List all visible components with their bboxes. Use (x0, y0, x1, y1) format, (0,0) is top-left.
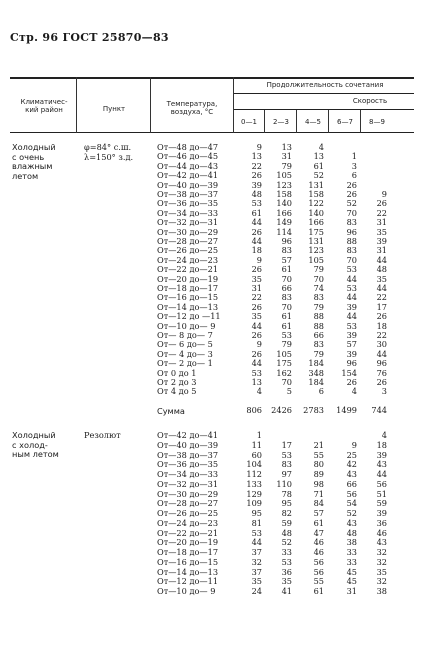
value-6-7: 54 (346, 498, 357, 509)
temperature-range: От—34 до—33 (157, 207, 219, 218)
value-2-3: 105 (276, 170, 292, 181)
sum-value: 2783 (303, 405, 324, 415)
value-0-1: 104 (246, 459, 262, 470)
value-6-7: 3 (351, 160, 357, 171)
value-4-5: 61 (313, 160, 324, 171)
value-8-9: 59 (376, 498, 387, 509)
value-4-5: 184 (308, 377, 324, 387)
temperature-range: От—18 до—17 (157, 283, 219, 293)
temperature-range: От—12 до—11 (157, 576, 219, 587)
value-0-1: 44 (251, 236, 262, 246)
value-6-7: 52 (346, 198, 357, 209)
value-4-5: 21 (313, 439, 324, 450)
value-2-3: 13 (281, 142, 292, 152)
value-0-1: 22 (251, 292, 262, 303)
value-2-3: 110 (276, 478, 292, 489)
value-4-5: 83 (313, 339, 324, 350)
value-2-3: 97 (281, 469, 292, 479)
value-0-1: 4 (256, 386, 262, 397)
temperature-range: От— 2 до— 1 (157, 358, 213, 369)
col-header-point: Пункт (102, 105, 126, 113)
sum-value: 2426 (271, 405, 292, 415)
duration-rule (233, 93, 414, 94)
value-8-9: 31 (376, 217, 387, 228)
value-2-3: 53 (281, 449, 292, 460)
temperature-range: От—30 до—29 (157, 226, 219, 237)
value-8-9: 22 (376, 207, 387, 218)
value-4-5: 184 (308, 358, 324, 369)
value-8-9: 18 (376, 320, 387, 331)
value-0-1: 9 (256, 254, 262, 265)
value-6-7: 48 (346, 527, 357, 538)
value-4-5: 55 (313, 449, 324, 460)
temperature-range: От 4 до 5 (157, 386, 197, 397)
value-0-1: 37 (251, 547, 262, 557)
value-6-7: 70 (346, 207, 357, 218)
temperature-range: От—28 до—27 (157, 236, 219, 246)
value-0-1: 129 (246, 488, 262, 499)
value-4-5: 83 (313, 292, 324, 303)
temperature-range: От 2 до 3 (157, 377, 197, 387)
value-2-3: 83 (281, 245, 292, 256)
value-0-1: 81 (251, 517, 262, 528)
value-6-7: 4 (351, 386, 357, 397)
speed-range-0: 0—1 (241, 118, 257, 126)
temperature-range: От—18 до—17 (157, 547, 219, 557)
value-0-1: 112 (246, 469, 262, 479)
speed-range-2: 4—5 (305, 118, 321, 126)
value-8-9: 44 (376, 469, 387, 479)
value-6-7: 42 (346, 459, 357, 470)
value-0-1: 35 (251, 576, 262, 587)
value-8-9: 35 (376, 226, 387, 237)
value-4-5: 348 (308, 367, 324, 378)
value-6-7: 96 (346, 226, 357, 237)
value-6-7: 57 (346, 339, 357, 350)
value-2-3: 149 (276, 217, 292, 228)
value-0-1: 37 (251, 566, 262, 577)
value-4-5: 84 (313, 498, 324, 509)
value-6-7: 39 (346, 348, 357, 359)
value-4-5: 88 (313, 320, 324, 331)
value-6-7: 52 (346, 508, 357, 518)
value-8-9: 39 (376, 508, 387, 518)
value-4-5: 66 (313, 330, 324, 340)
value-4-5: 6 (318, 386, 324, 397)
temperature-range: От—20 до—19 (157, 273, 219, 284)
value-0-1: 9 (256, 142, 262, 152)
value-2-3: 35 (281, 576, 292, 587)
value-6-7: 26 (346, 377, 357, 387)
value-8-9: 46 (376, 527, 387, 538)
temperature-range: От—32 до—31 (157, 217, 219, 228)
col-divider (264, 110, 265, 133)
value-4-5: 46 (313, 547, 324, 557)
value-4-5: 56 (313, 556, 324, 567)
top-rule (10, 77, 414, 79)
value-8-9: 44 (376, 283, 387, 293)
value-0-1: 18 (251, 245, 262, 256)
value-4-5: 61 (313, 586, 324, 596)
value-6-7: 39 (346, 301, 357, 312)
col-header-region: Климатичес-кий район (20, 98, 68, 114)
col-header-speed: Скорость (352, 97, 388, 105)
value-2-3: 78 (281, 488, 292, 499)
value-8-9: 9 (381, 189, 387, 199)
value-6-7: 43 (346, 469, 357, 479)
value-8-9: 3 (381, 386, 387, 397)
section1-point: φ=84° с.ш. λ=150° з.д. (84, 142, 134, 162)
value-2-3: 166 (276, 207, 292, 218)
temperature-range: От—42 до—41 (157, 430, 219, 440)
sum-value: 806 (246, 405, 262, 415)
value-8-9: 43 (376, 459, 387, 470)
value-4-5: 123 (308, 245, 324, 256)
value-6-7: 39 (346, 330, 357, 340)
value-6-7: 26 (346, 189, 357, 199)
header-bottom-rule (10, 132, 414, 133)
value-4-5: 98 (313, 478, 324, 489)
temperature-range: От—42 до—41 (157, 170, 219, 181)
temperature-range: От—22 до—21 (157, 264, 219, 275)
value-8-9: 38 (376, 586, 387, 596)
value-6-7: 1 (351, 151, 357, 162)
value-0-1: 31 (251, 283, 262, 293)
temperature-range: От—20 до—19 (157, 537, 219, 548)
value-0-1: 13 (251, 151, 262, 162)
sum-value: 1499 (336, 405, 357, 415)
value-8-9: 32 (376, 576, 387, 587)
value-6-7: 44 (346, 292, 357, 303)
value-0-1: 44 (251, 217, 262, 228)
value-2-3: 61 (281, 311, 292, 322)
value-4-5: 122 (308, 198, 324, 209)
value-4-5: 56 (313, 566, 324, 577)
temperature-range: От—40 до—39 (157, 439, 219, 450)
value-8-9: 56 (376, 478, 387, 489)
value-2-3: 123 (276, 179, 292, 190)
value-2-3: 70 (281, 273, 292, 284)
value-4-5: 80 (313, 459, 324, 470)
value-2-3: 140 (276, 198, 292, 209)
value-0-1: 24 (251, 586, 262, 596)
col-divider (233, 77, 234, 133)
value-6-7: 66 (346, 478, 357, 489)
value-2-3: 61 (281, 264, 292, 275)
col-divider (76, 77, 77, 133)
col-divider (296, 110, 297, 133)
col-divider (150, 77, 151, 133)
value-6-7: 44 (346, 273, 357, 284)
value-4-5: 46 (313, 537, 324, 548)
value-4-5: 175 (308, 226, 324, 237)
temperature-range: От—38 до—37 (157, 189, 219, 199)
value-2-3: 162 (276, 367, 292, 378)
value-8-9: 36 (376, 517, 387, 528)
value-2-3: 5 (286, 386, 292, 397)
value-0-1: 13 (251, 377, 262, 387)
value-2-3: 36 (281, 566, 292, 577)
value-4-5: 13 (313, 151, 324, 162)
value-4-5: 140 (308, 207, 324, 218)
value-0-1: 133 (246, 478, 262, 489)
value-2-3: 105 (276, 348, 292, 359)
value-6-7: 45 (346, 566, 357, 577)
value-2-3: 70 (281, 377, 292, 387)
value-2-3: 83 (281, 459, 292, 470)
temperature-range: От—36 до—35 (157, 198, 219, 209)
value-4-5: 79 (313, 301, 324, 312)
temperature-range: От—24 до—23 (157, 254, 219, 265)
value-0-1: 44 (251, 320, 262, 331)
value-0-1: 22 (251, 160, 262, 171)
temperature-range: От—44 до—43 (157, 160, 219, 171)
value-6-7: 38 (346, 537, 357, 548)
value-8-9: 26 (376, 198, 387, 209)
value-4-5: 57 (313, 508, 324, 518)
page-header: Стр. 96 ГОСТ 25870—83 (10, 31, 169, 44)
value-2-3: 17 (281, 439, 292, 450)
value-0-1: 53 (251, 198, 262, 209)
value-8-9: 32 (376, 547, 387, 557)
speed-range-1: 2—3 (273, 118, 289, 126)
value-6-7: 31 (346, 586, 357, 596)
value-0-1: 60 (251, 449, 262, 460)
section1-region: Холодный с очень влажным летом (12, 142, 56, 181)
value-2-3: 41 (281, 586, 292, 596)
value-2-3: 175 (276, 358, 292, 369)
speed-range-4: 8—9 (369, 118, 385, 126)
value-4-5: 158 (308, 189, 324, 199)
value-0-1: 44 (251, 537, 262, 548)
value-6-7: 53 (346, 264, 357, 275)
value-4-5: 88 (313, 311, 324, 322)
value-0-1: 26 (251, 301, 262, 312)
temperature-range: От—38 до—37 (157, 449, 219, 460)
value-6-7: 33 (346, 556, 357, 567)
value-8-9: 39 (376, 236, 387, 246)
value-8-9: 43 (376, 537, 387, 548)
value-8-9: 31 (376, 245, 387, 256)
temperature-range: От—48 до—47 (157, 142, 219, 152)
value-0-1: 9 (256, 339, 262, 350)
value-2-3: 70 (281, 301, 292, 312)
temperature-range: От—40 до—39 (157, 179, 219, 190)
value-2-3: 53 (281, 556, 292, 567)
value-0-1: 32 (251, 556, 262, 567)
value-6-7: 53 (346, 283, 357, 293)
value-8-9: 17 (376, 301, 387, 312)
value-4-5: 166 (308, 217, 324, 228)
value-2-3: 31 (281, 151, 292, 162)
col-divider (328, 110, 329, 133)
value-8-9: 32 (376, 556, 387, 567)
temperature-range: От—26 до—25 (157, 245, 219, 256)
value-6-7: 96 (346, 358, 357, 369)
temperature-range: От—34 до—33 (157, 469, 219, 479)
temperature-range: От—24 до—23 (157, 517, 219, 528)
value-2-3: 66 (281, 283, 292, 293)
value-2-3: 57 (281, 254, 292, 265)
value-2-3: 52 (281, 537, 292, 548)
value-8-9: 22 (376, 292, 387, 303)
temperature-range: От—16 до—15 (157, 292, 219, 303)
speed-rule (233, 109, 414, 110)
value-4-5: 79 (313, 348, 324, 359)
value-2-3: 33 (281, 547, 292, 557)
value-0-1: 109 (246, 498, 262, 509)
value-4-5: 79 (313, 264, 324, 275)
value-6-7: 154 (341, 367, 357, 378)
col-divider (360, 110, 361, 133)
col-header-duration: Продолжительность сочетания (266, 81, 384, 89)
value-8-9: 39 (376, 449, 387, 460)
value-2-3: 96 (281, 236, 292, 246)
section2-point: Резолют (84, 430, 121, 440)
value-4-5: 4 (318, 142, 324, 152)
speed-range-3: 6—7 (337, 118, 353, 126)
value-6-7: 25 (346, 449, 357, 460)
temperature-range: От—14 до—13 (157, 301, 219, 312)
value-4-5: 47 (313, 527, 324, 538)
value-2-3: 59 (281, 517, 292, 528)
value-0-1: 26 (251, 348, 262, 359)
value-2-3: 158 (276, 189, 292, 199)
value-2-3: 95 (281, 498, 292, 509)
temperature-range: От—36 до—35 (157, 459, 219, 470)
value-6-7: 9 (351, 439, 357, 450)
value-4-5: 71 (313, 488, 324, 499)
value-2-3: 48 (281, 527, 292, 538)
value-8-9: 35 (376, 273, 387, 284)
temperature-range: От—32 до—31 (157, 478, 219, 489)
value-0-1: 26 (251, 330, 262, 340)
temperature-range: От—16 до—15 (157, 556, 219, 567)
value-0-1: 61 (251, 207, 262, 218)
value-8-9: 26 (376, 311, 387, 322)
value-2-3: 83 (281, 292, 292, 303)
value-8-9: 51 (376, 488, 387, 499)
value-0-1: 35 (251, 311, 262, 322)
value-2-3: 53 (281, 330, 292, 340)
value-0-1: 53 (251, 367, 262, 378)
value-8-9: 44 (376, 254, 387, 265)
temperature-range: От—12 до —11 (157, 311, 221, 322)
value-4-5: 131 (308, 179, 324, 190)
value-6-7: 83 (346, 245, 357, 256)
value-4-5: 52 (313, 170, 324, 181)
value-6-7: 6 (351, 170, 357, 181)
temperature-range: От— 4 до— 3 (157, 348, 213, 359)
value-6-7: 26 (346, 179, 357, 190)
temperature-range: От— 8 до— 7 (157, 330, 213, 340)
value-6-7: 45 (346, 576, 357, 587)
value-6-7: 88 (346, 236, 357, 246)
temperature-range: От 0 до 1 (157, 367, 197, 378)
value-8-9: 44 (376, 348, 387, 359)
value-0-1: 44 (251, 358, 262, 369)
value-0-1: 35 (251, 273, 262, 284)
value-0-1: 26 (251, 264, 262, 275)
value-4-5: 61 (313, 517, 324, 528)
value-2-3: 79 (281, 339, 292, 350)
temperature-range: От—46 до—45 (157, 151, 219, 162)
value-6-7: 53 (346, 320, 357, 331)
temperature-range: От—10 до— 9 (157, 320, 216, 331)
section1-sum-label: Сумма (157, 406, 185, 416)
value-4-5: 55 (313, 576, 324, 587)
value-6-7: 33 (346, 547, 357, 557)
value-2-3: 61 (281, 320, 292, 331)
value-0-1: 26 (251, 170, 262, 181)
value-8-9: 96 (376, 358, 387, 369)
temperature-range: От—22 до—21 (157, 527, 219, 538)
section2-region: Холодный с холод-ным летом (12, 430, 59, 459)
value-2-3: 82 (281, 508, 292, 518)
value-8-9: 26 (376, 377, 387, 387)
value-0-1: 48 (251, 189, 262, 199)
value-6-7: 43 (346, 517, 357, 528)
value-6-7: 70 (346, 254, 357, 265)
value-6-7: 56 (346, 488, 357, 499)
value-4-5: 89 (313, 469, 324, 479)
temperature-range: От— 6 до— 5 (157, 339, 213, 350)
value-2-3: 114 (276, 226, 292, 237)
value-8-9: 35 (376, 566, 387, 577)
temperature-range: От—26 до—25 (157, 508, 219, 518)
value-6-7: 44 (346, 311, 357, 322)
value-8-9: 18 (376, 439, 387, 450)
temperature-range: От—28 до—27 (157, 498, 219, 509)
value-0-1: 26 (251, 226, 262, 237)
temperature-range: От—10 до— 9 (157, 586, 216, 596)
value-0-1: 1 (256, 430, 262, 440)
value-4-5: 131 (308, 236, 324, 246)
value-8-9: 4 (381, 430, 387, 440)
value-2-3: 79 (281, 160, 292, 171)
value-6-7: 83 (346, 217, 357, 228)
value-0-1: 53 (251, 527, 262, 538)
value-4-5: 70 (313, 273, 324, 284)
value-0-1: 11 (251, 439, 262, 450)
value-4-5: 105 (308, 254, 324, 265)
value-0-1: 39 (251, 179, 262, 190)
value-8-9: 22 (376, 330, 387, 340)
value-4-5: 74 (313, 283, 324, 293)
value-8-9: 30 (376, 339, 387, 350)
value-0-1: 95 (251, 508, 262, 518)
temperature-range: От—14 до—13 (157, 566, 219, 577)
temperature-range: От—30 до—29 (157, 488, 219, 499)
value-8-9: 76 (376, 367, 387, 378)
value-8-9: 48 (376, 264, 387, 275)
sum-value: 744 (371, 405, 387, 415)
col-header-temperature: Температура, воздуха, °С (166, 100, 218, 116)
